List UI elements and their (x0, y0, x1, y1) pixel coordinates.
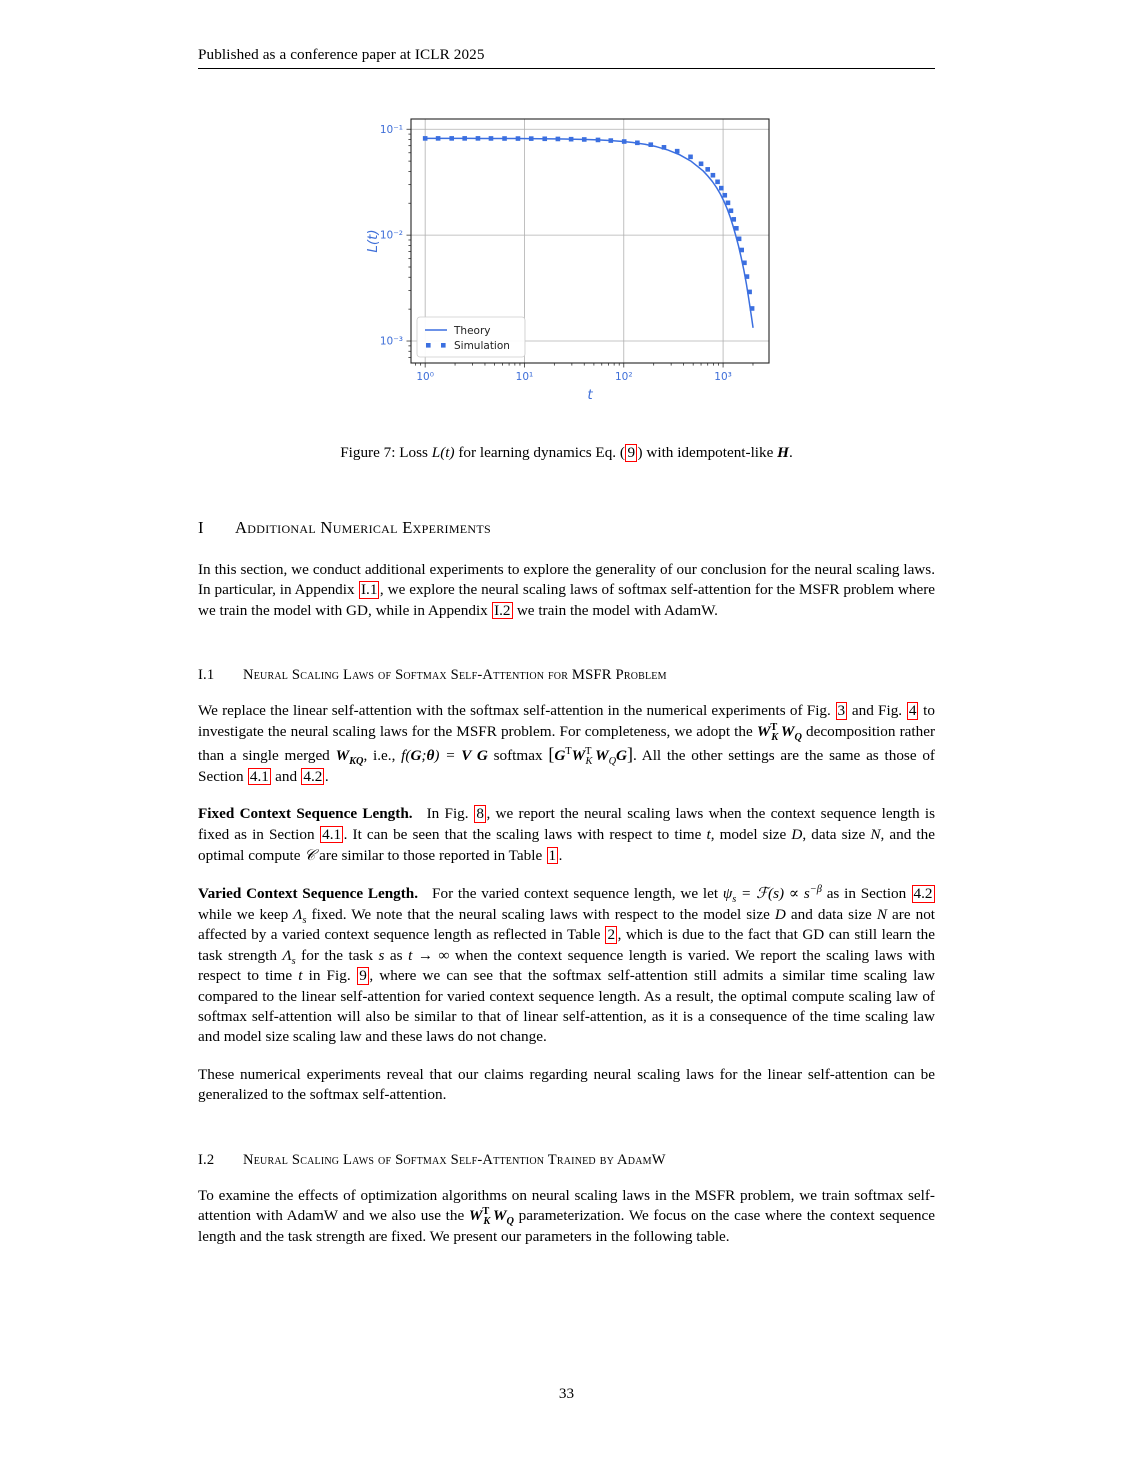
paragraph-i1-intro (198, 701, 935, 787)
figure-caption (198, 444, 935, 462)
caption-text-c: ) with idempotent-like (637, 444, 778, 461)
paragraph-fixed-context (198, 804, 935, 866)
fig-ref-9[interactable]: 9 (359, 967, 367, 985)
xtick-label: 10¹ (515, 371, 533, 383)
math-t-to-infinity: t → ∞ (408, 946, 450, 964)
marker-square (725, 201, 730, 206)
fig-ref-3[interactable]: 3 (837, 702, 846, 720)
marker-square (705, 167, 710, 172)
math-t-2: t (298, 967, 303, 985)
marker-square (731, 217, 736, 222)
figure-7 (198, 111, 935, 416)
legend-swatch-simulation-2 (441, 343, 446, 348)
ytick-label: 10⁻³ (379, 335, 403, 348)
marker-square (515, 136, 520, 141)
marker-square (528, 136, 533, 141)
section-ref-42[interactable]: 4.2 (303, 767, 323, 785)
varied-text-a: For the varied context sequence length, we let (432, 885, 723, 903)
fixed-text-f: , and the optimal compute (198, 825, 935, 864)
varied-text-b: as in Section (821, 885, 912, 903)
math-Lambda-s-2: $\Lambda_s$ (282, 946, 296, 967)
marker-square (542, 136, 547, 141)
y-axis-label: L(t) (364, 229, 381, 253)
subsection-title-I1: Neural Scaling Laws of Softmax Self-Attention for MSFR Problem (243, 667, 667, 684)
section-ref-42-b[interactable]: 4.2 (913, 885, 933, 903)
marker-square (728, 208, 733, 213)
i1-text-c: to investigate the neural scaling laws for the MSFR problem. For completeness, we adopt the (198, 702, 935, 740)
math-N-1: N (870, 825, 881, 843)
varied-text-c: while we keep (198, 905, 294, 923)
i1-text-e: , i.e., (363, 747, 402, 765)
loss-curve-chart (357, 111, 777, 416)
marker-square (449, 136, 454, 141)
figure-label: Figure 7: (340, 444, 396, 461)
appendix-ref-I2[interactable]: I.2 (494, 601, 511, 619)
fig-ref-8[interactable]: 8 (476, 805, 484, 823)
fixed-text-c: . It can be seen that the scaling laws with respect to time (343, 825, 707, 843)
marker-square (739, 248, 744, 253)
intro-text-b: , we explore the neural scaling laws of softmax self-attention for the MSFR problem where we train the model with GD, while in Appendix (198, 581, 935, 619)
section-ref-41[interactable]: 4.1 (249, 767, 269, 785)
eq-ref-9[interactable]: 9 (627, 444, 636, 461)
math-C-compute: 𝒞 (304, 845, 316, 864)
legend-swatch-simulation-1 (426, 343, 431, 348)
marker-square (488, 136, 493, 141)
section-title-I: Additional Numerical Experiments (235, 518, 491, 537)
i1-text-g: and (271, 767, 301, 785)
marker-square (435, 136, 440, 141)
paragraph-intro (198, 560, 935, 621)
caption-text-a: Loss (399, 444, 432, 461)
table-ref-1[interactable]: 1 (548, 846, 557, 864)
ytick-label: 10⁻² (379, 229, 403, 242)
math-N-2: N (876, 905, 887, 923)
fixed-text-d: , model size (710, 825, 792, 843)
varied-text-h: for the task (295, 946, 379, 964)
varied-text-e: and data size (785, 905, 877, 923)
xtick-label: 10² (614, 371, 633, 383)
xtick-label: 10⁰ (415, 371, 434, 383)
marker-square (475, 136, 480, 141)
appendix-ref-I1[interactable]: I.1 (360, 581, 378, 599)
marker-square (736, 237, 741, 242)
fixed-text-e: , data size (802, 825, 871, 843)
caption-text-b: for learning dynamics Eq. ( (454, 444, 625, 461)
fixed-text-a: In Fig. (426, 805, 474, 823)
running-header: Published as a conference paper at ICLR 2025 (198, 46, 935, 69)
table-ref-2[interactable]: 2 (607, 926, 616, 944)
math-Lambda-s-1: $\Lambda_s$ (293, 905, 307, 926)
marker-square (635, 141, 640, 146)
varied-text-l: , where we can see that the softmax self-attention still admits a similar time scaling law compared to the linear self-attention for varied context sequence length. As a result, the optimal compute scaling law of softmax self-attention will also be similar to that of linear self-attention, as it is a consequence of the time scaling law and model size scaling law and these laws do not change. (198, 967, 936, 1046)
section-number-I: I (198, 518, 204, 537)
x-axis-label: t (586, 387, 593, 403)
chart-legend (417, 317, 525, 357)
marker-square (698, 161, 703, 166)
marker-square (744, 274, 749, 279)
caption-math-L: L (431, 444, 441, 461)
xtick-label: 10³ (713, 371, 732, 383)
math-WKT-WQ-2: $W^T_K$ $W_Q$ (468, 1206, 514, 1228)
caption-math-H: H (777, 444, 789, 461)
subsection-number-I2: I.2 (198, 1151, 215, 1168)
math-t-1: t (706, 825, 711, 843)
marker-square (568, 137, 573, 142)
varied-text-g: , which is due to the fact that GD can still learn the task strength (198, 926, 935, 964)
math-s: s (378, 946, 385, 964)
paragraph-varied-context (198, 883, 935, 1048)
math-psi-s: $\psi_s$ = ℱ(s) ∝ $s^{-\beta}$ (722, 884, 822, 906)
marker-square (595, 138, 600, 143)
subsection-title-I2: Neural Scaling Laws of Softmax Self-Attention Trained by AdamW (243, 1151, 666, 1168)
marker-square (674, 149, 679, 154)
marker-square (734, 226, 739, 231)
marker-square (502, 136, 507, 141)
math-WKT-WQ: $W^T_K$ $W_Q$ (756, 721, 802, 743)
marker-square (749, 306, 754, 311)
marker-square (555, 137, 560, 142)
legend-label-theory: Theory (453, 325, 490, 337)
varied-text-d: fixed. We note that the neural scaling laws with respect to the model size (306, 905, 775, 923)
section-ref-41-b[interactable]: 4.1 (322, 825, 342, 843)
marker-square (648, 142, 653, 147)
marker-square (462, 136, 467, 141)
page-number: 33 (558, 1385, 575, 1402)
intro-text-a: In this section, we conduct additional experiments to explore the generality of our conclusion for the neural scaling laws. In particular, in Appendix (198, 561, 935, 599)
i1-text-f: . All the other settings are the same as those of Section (198, 747, 935, 785)
ytick-label: 10⁻¹ (379, 123, 403, 136)
subsection-number-I1: I.1 (198, 667, 215, 684)
varied-text-j: when the context sequence length is varied. We report the scaling laws with respect to time (198, 946, 936, 985)
i2-text-b: parameterization. We focus on the case where the context sequence length and the task strength are fixed. We present our parameters in the following table. (198, 1207, 935, 1245)
math-D-2: D (774, 905, 786, 923)
math-f-G-theta: f(G;θ) = V G softmax [$G^TW^T_K$ $W_QG$] (401, 744, 633, 768)
varied-text-f: are not affected by a varied context sequence length as reflected in Table (198, 905, 936, 944)
fixed-text-b: , we report the neural scaling laws when the context sequence length is fixed as in Section (198, 805, 935, 843)
marker-square (742, 261, 747, 266)
marker-square (747, 290, 752, 295)
i1-text-b: and Fig. (847, 702, 907, 720)
marker-square (422, 136, 427, 141)
runin-varied-context: Varied Context Sequence Length. (198, 885, 419, 903)
marker-square (621, 139, 626, 144)
paragraph-i2-intro (198, 1186, 935, 1247)
subsection-heading-I1 (198, 667, 935, 684)
varied-text-i: as (384, 946, 409, 964)
caption-text-d: . (788, 444, 793, 461)
i2-text-a: To examine the effects of optimization algorithms on neural scaling laws in the MSFR problem, we train softmax self-attention with AdamW and we also use the (198, 1186, 935, 1225)
marker-square (688, 155, 693, 160)
marker-square (608, 138, 613, 143)
marker-square (715, 180, 720, 185)
fig-ref-4[interactable]: 4 (908, 702, 917, 720)
marker-square (661, 145, 666, 150)
math-D-1: D (791, 825, 803, 843)
marker-square (722, 193, 727, 198)
varied-text-k: in Fig. (302, 967, 357, 985)
subsection-heading-I2 (198, 1152, 935, 1169)
i1-text-h: . (324, 767, 329, 785)
math-WKQ: $W_{KQ}$ (335, 747, 364, 768)
legend-label-simulation: Simulation (453, 340, 510, 352)
fixed-text-h: . (558, 846, 563, 864)
i1-text-a: We replace the linear self-attention with the softmax self-attention in the numerical experiments of Fig. (198, 702, 836, 720)
marker-square (710, 173, 715, 178)
intro-text-c: we train the model with AdamW. (513, 601, 718, 619)
paragraph-closing: These numerical experiments reveal that our claims regarding neural scaling laws for the linear self-attention can be generalized to the softmax self-attention. (198, 1065, 935, 1104)
marker-square (581, 137, 586, 142)
fixed-text-g: are similar to those reported in Table (315, 846, 546, 864)
runin-fixed-context: Fixed Context Sequence Length. (198, 805, 413, 823)
chart-container (357, 111, 777, 416)
caption-math-paren-t: (t) (440, 444, 455, 461)
page-content (198, 46, 935, 1247)
marker-square (719, 186, 724, 191)
section-heading-I (198, 518, 935, 538)
i1-text-d: decomposition rather than a single merged (198, 722, 935, 765)
